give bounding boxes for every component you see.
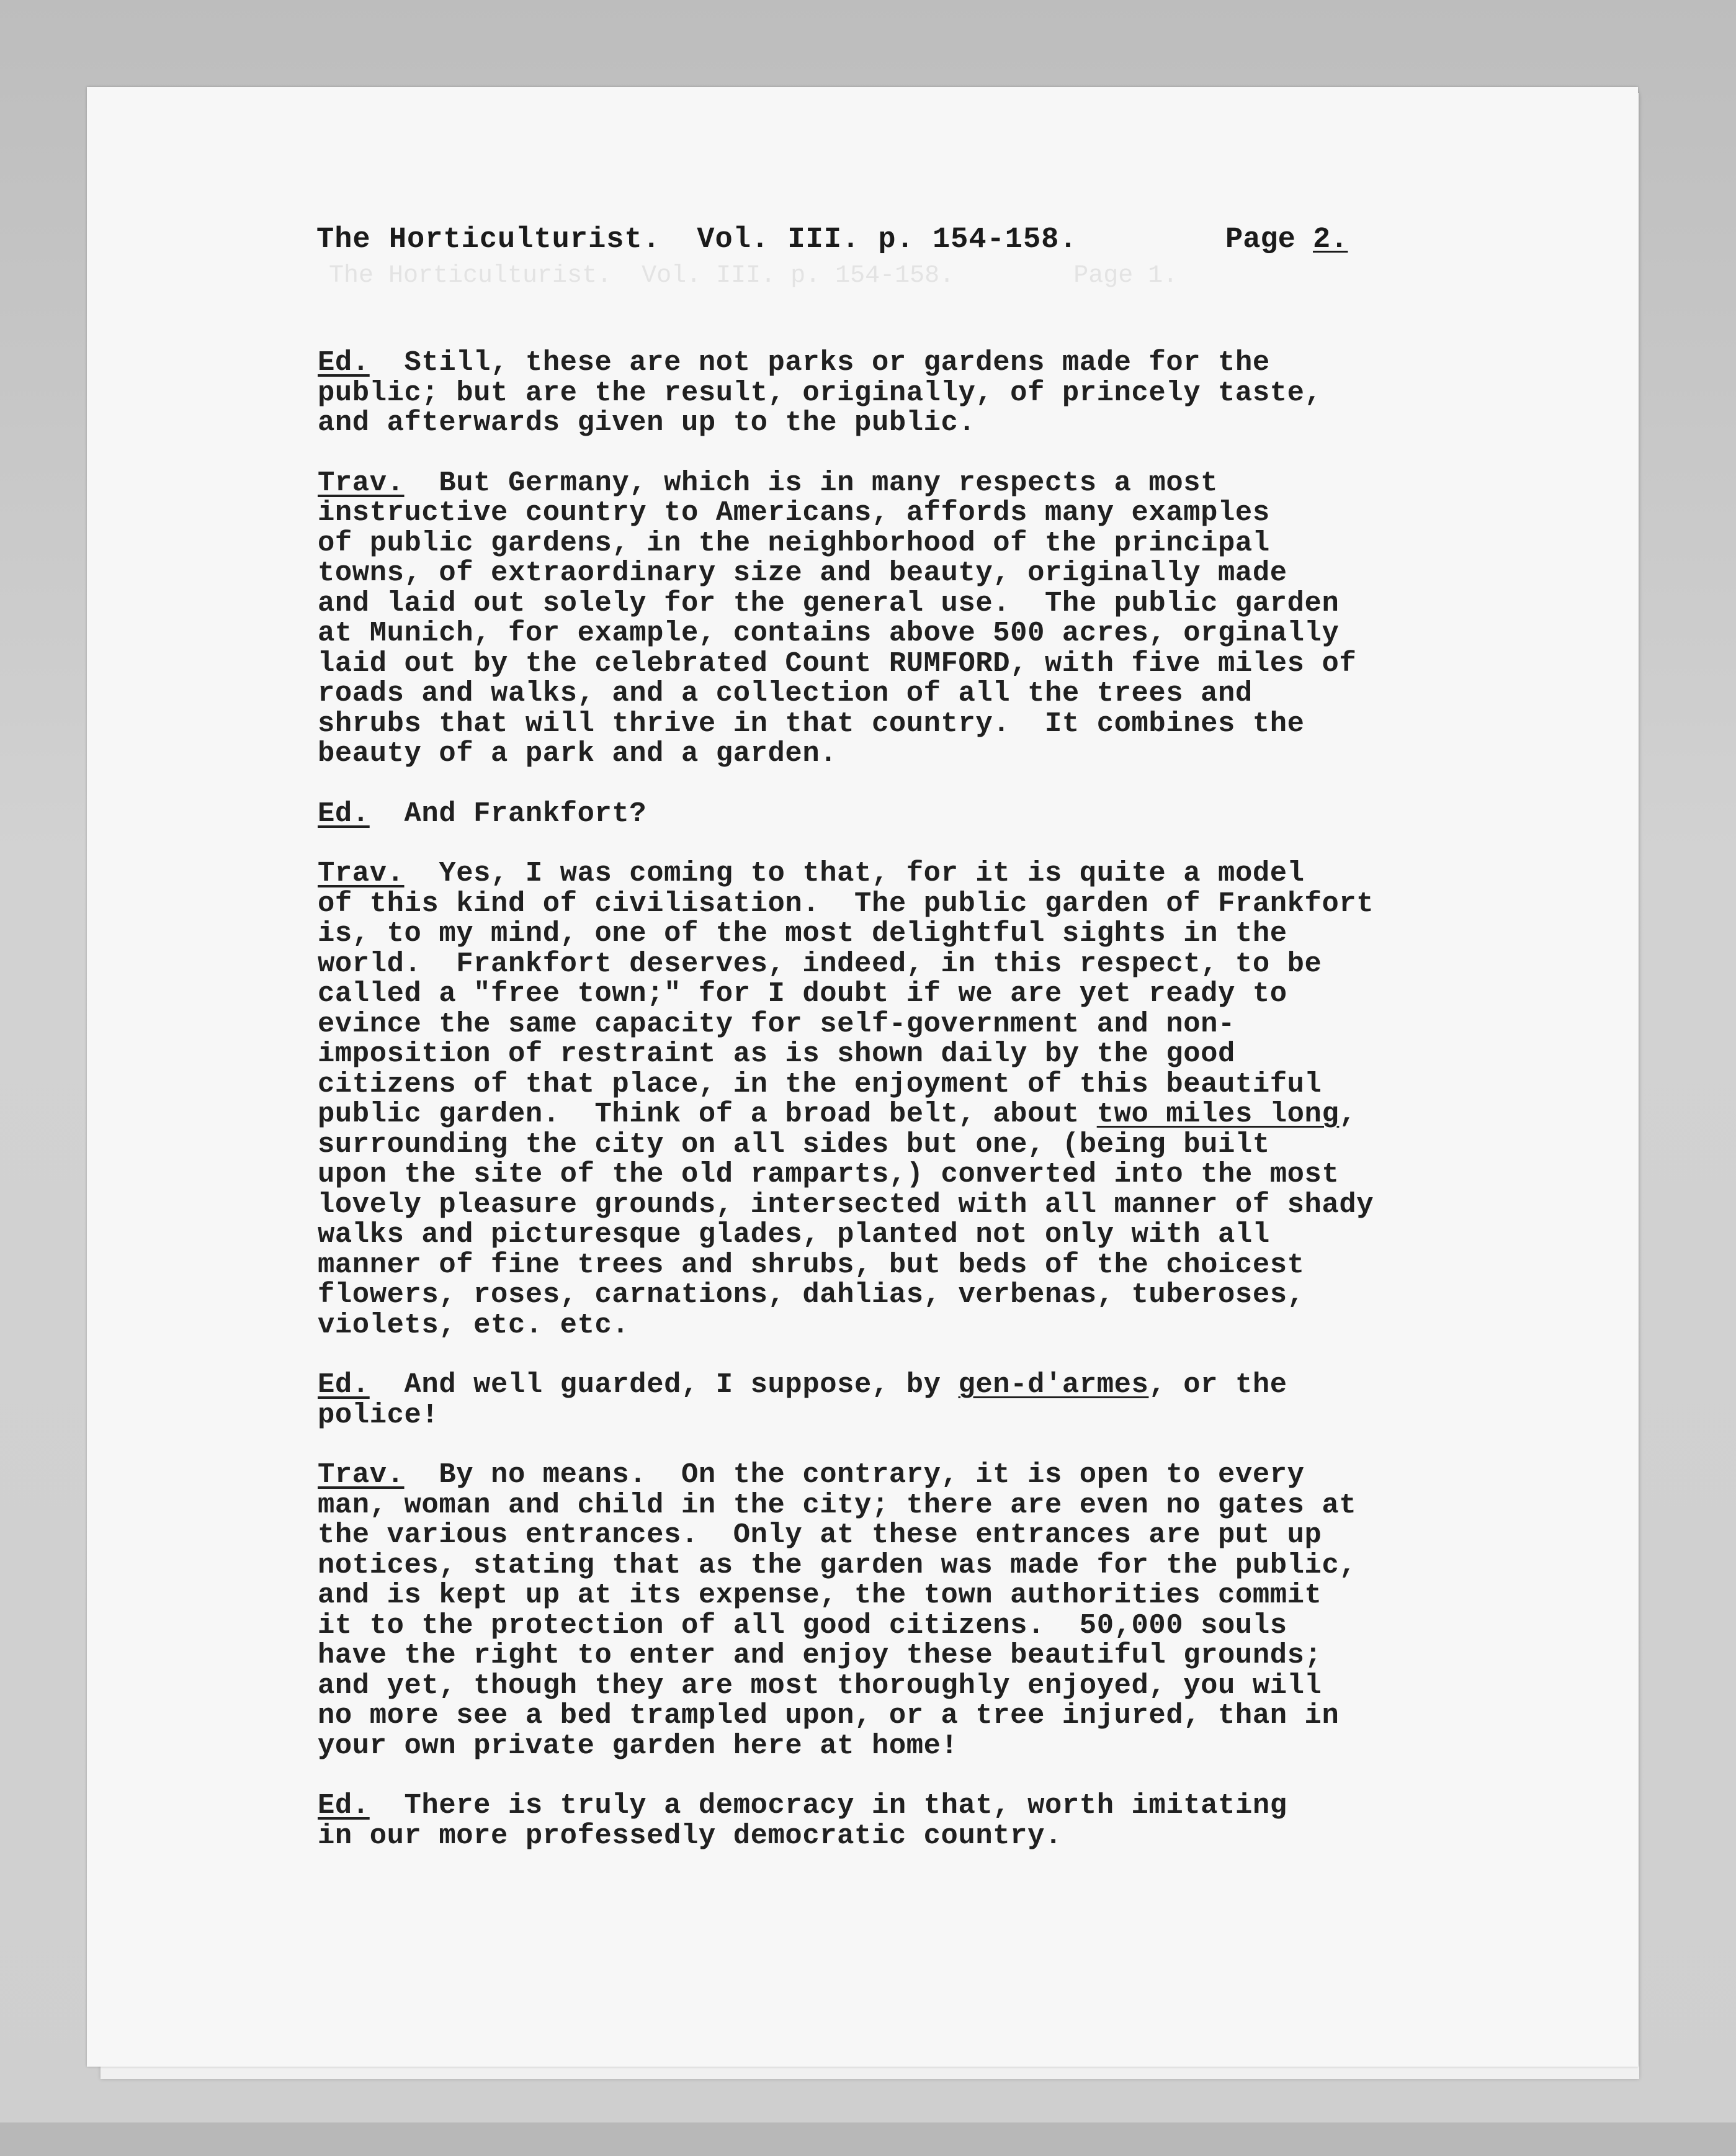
scanner-bed-edge — [0, 2122, 1736, 2156]
speaker-label: Trav. — [318, 857, 405, 889]
dialogue-paragraph — [318, 1460, 1497, 1761]
speaker-label: Ed. — [318, 1368, 370, 1401]
underlined-phrase: two miles long — [1096, 1098, 1340, 1130]
underlined-phrase: gen-d'armes — [958, 1368, 1149, 1401]
paragraph-text: Still, these are not parks or gardens made for the public; but are the result, originally, of princely taste, and afterwards given up to the public. — [318, 346, 1322, 439]
dialogue-paragraph — [318, 468, 1497, 769]
paragraph-text: There is truly a democracy in that, worth imitating in our more professedly democratic country. — [318, 1789, 1287, 1852]
dialogue-body — [318, 348, 1497, 1880]
dialogue-paragraph — [318, 348, 1497, 438]
page-number-value: 2. — [1313, 223, 1348, 256]
speaker-label: Trav. — [318, 466, 405, 499]
dialogue-paragraph — [318, 1790, 1497, 1851]
dialogue-paragraph — [318, 799, 1497, 829]
bleed-through-text: The Horticulturist. Vol. III. p. 154-158. Page 1. — [329, 262, 1178, 290]
page-number-label: Page — [1225, 223, 1313, 256]
speaker-label: Trav. — [318, 1458, 405, 1491]
dialogue-paragraph — [318, 1370, 1497, 1430]
dialogue-paragraph — [318, 858, 1497, 1340]
speaker-label: Ed. — [318, 797, 370, 830]
paragraph-text: , or the police! — [318, 1368, 1287, 1431]
speaker-label: Ed. — [318, 346, 370, 379]
paragraph-text: By no means. On the contrary, it is open to every man, woman and child in the city; there are even no gates at the various entrances. Only at these entrances are put up notices, stating that as the garden was made for the public, and is kept up at its expense, the town authorities commit it to the protection of all good citizens. 50,000 souls have the right to enter and enjoy these beautiful grounds; and yet, though they are most thoroughly enjoyed, you will no more see a bed trampled upon, or a tree injured, than in your own private garden here at home! — [318, 1458, 1357, 1762]
paragraph-text: And Frankfort? — [369, 797, 647, 830]
speaker-label: Ed. — [318, 1789, 370, 1821]
paragraph-text: And well guarded, I suppose, by — [369, 1368, 959, 1401]
running-header: The Horticulturist. Vol. III. p. 154-158. — [316, 223, 1078, 256]
paragraph-text: , surrounding the city on all sides but one, (being built upon the site of the old ramparts,) converted into the most lovely pleasure grounds, intersected with all manner of shady walks and picturesque glades, planted not only with all manner of fine trees and shrubs, but beds of the choicest flowers, roses, carnations, dahlias, verbenas, tuberoses, violets, etc. etc. — [318, 1098, 1374, 1341]
page-number — [1225, 223, 1348, 256]
paragraph-text: But Germany, which is in many respects a most instructive country to Americans, affords many examples of public gardens, in the neighborhood of the principal towns, of extraordinary size and beauty, originally made and laid out solely for the general use. The public garden at Munich, for example, contains above 500 acres, orginally laid out by the celebrated Count RUMFORD, with five miles of roads and walks, and a collection of all the trees and shrubs that will thrive in that country. It combines the beauty of a park and a garden. — [318, 466, 1357, 770]
paragraph-text: Yes, I was coming to that, for it is quite a model of this kind of civilisation. The public garden of Frankfort is, to my mind, one of the most delightful sights in the world. Frankfort deserves, indeed, in this respect, to be called a "free town;" for I doubt if we are yet ready to evince the same capacity for self-government and non- imposition of restraint as is shown daily by the good citizens of that place, in the enjoyment of this beautiful public garden. Think of a broad belt, about — [318, 857, 1374, 1130]
